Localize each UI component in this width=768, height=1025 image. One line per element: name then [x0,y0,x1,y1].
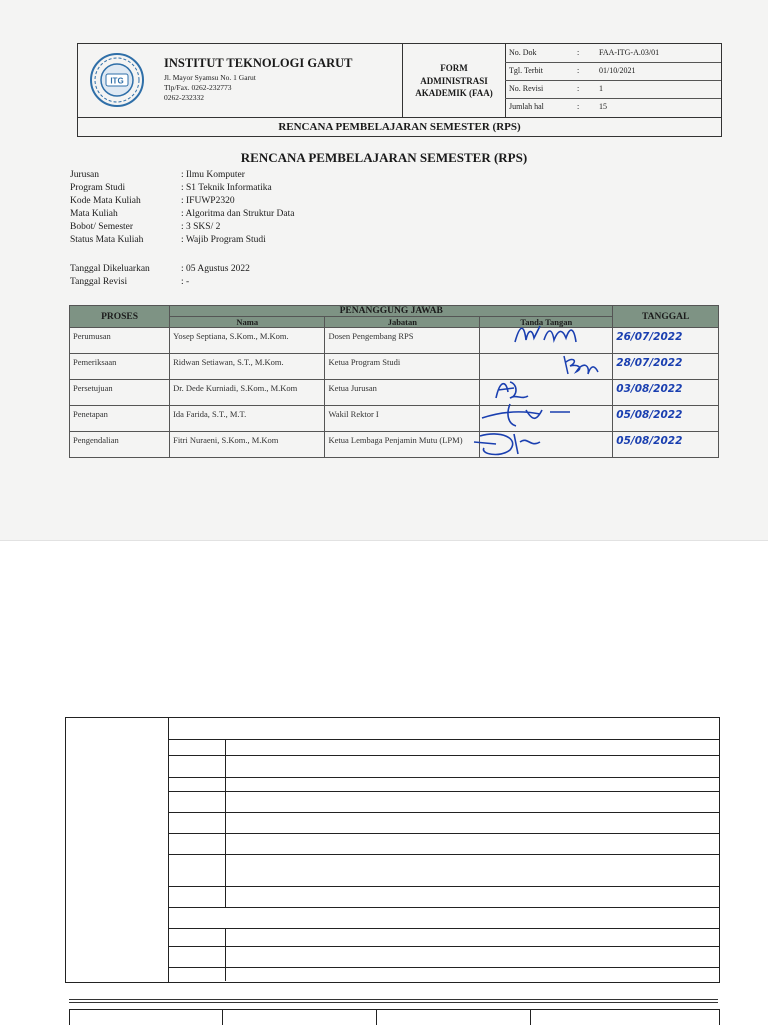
form-title [403,62,505,100]
proses-cell: Persetujuan [70,380,170,406]
tanggal-cell [613,406,719,432]
meta-label: Jumlah hal [509,102,544,111]
info-value: : Wajib Program Studi [181,235,266,245]
empty-row [169,756,719,778]
cell-divider [225,834,226,854]
empty-row [169,740,719,756]
meta-colon: : [577,102,580,111]
empty-row [169,778,719,792]
proses-cell: Perumusan [70,328,170,354]
info-label: Bobot/ Semester [70,222,134,232]
info-value: : 3 SKS/ 2 [181,222,221,232]
info-row [70,196,235,206]
document-header [77,43,722,137]
cell-divider [376,1010,377,1025]
page-edge [0,540,768,541]
info-value: : Algoritma dan Struktur Data [181,209,295,219]
cell-divider [225,929,226,946]
document-meta [505,44,721,117]
cell-divider [225,756,226,777]
meta-row [505,44,721,63]
meta-row [505,98,721,116]
jabatan-cell: Wakil Rektor I [325,406,480,432]
nama-cell: Dr. Dede Kurniadi, S.Kom., M.Kom [170,380,325,406]
meta-colon: : [577,84,580,93]
meta-value: 15 [599,102,607,111]
proses-cell: Penetapan [70,406,170,432]
proses-cell: Pemeriksaan [70,354,170,380]
empty-table [65,717,720,983]
handwritten-date: 05/08/2022 [616,409,683,421]
handwritten-date: 28/07/2022 [616,357,683,369]
empty-row [169,968,719,981]
cell-divider [530,1010,531,1025]
cell-divider [225,740,226,755]
date-row [70,264,250,274]
form-type-cell [402,44,506,117]
info-label: Program Studi [70,183,126,193]
meta-colon: : [577,48,580,57]
info-row [70,170,245,180]
tanggal-cell [613,380,719,406]
meta-value: 01/10/2021 [599,66,636,75]
empty-row [169,718,719,740]
meta-row [505,80,721,99]
empty-row [169,813,719,834]
institution-cell [156,44,402,117]
page-title: RENCANA PEMBELAJARAN SEMESTER (RPS) [240,150,528,165]
header-top [78,44,721,118]
footer-rule [69,999,718,1003]
cell-divider [225,792,226,812]
logo-cell [78,44,156,117]
table-row [70,380,719,406]
col-tanggal: TANGGAL [613,306,719,328]
empty-row [169,929,719,947]
cell-divider [222,1010,223,1025]
meta-label: No. Dok [509,48,537,57]
col-penanggung-jawab: PENANGGUNG JAWAB [170,306,613,317]
info-row [70,209,295,219]
footer-table [69,1009,720,1025]
header-subtitle: RENCANA PEMBELAJARAN SEMESTER (RPS) [278,121,521,133]
date-label: Tanggal Dikeluarkan [70,264,150,274]
empty-row [169,834,719,855]
info-label: Status Mata Kuliah [70,235,144,245]
meta-value: 1 [599,84,603,93]
cell-divider [225,887,226,907]
jabatan-cell: Dosen Pengembang RPS [325,328,480,354]
jabatan-cell: Ketua Program Studi [325,354,480,380]
empty-left-cell [66,718,169,982]
institution-address: Jl. Mayor Syamsu No. 1 Garut [164,73,256,82]
handwritten-date: 05/08/2022 [616,435,683,447]
cell-divider [225,968,226,981]
meta-value: FAA-ITG-A.03/01 [599,48,660,57]
meta-row [505,62,721,81]
nama-cell: Ridwan Setiawan, S.T., M.Kom. [170,354,325,380]
handwritten-date: 26/07/2022 [616,331,683,343]
info-row [70,222,221,232]
table-row [70,354,719,380]
tanggal-cell [613,328,719,354]
institution-fax: 0262-232332 [164,93,204,102]
info-row [70,235,266,245]
table-row [70,328,719,354]
handwritten-date: 03/08/2022 [616,383,683,395]
cell-divider [225,947,226,967]
col-proses: PROSES [70,306,170,328]
cell-divider [225,813,226,833]
info-label: Kode Mata Kuliah [70,196,141,206]
jabatan-cell: Ketua Lembaga Penjamin Mutu (LPM) [325,432,480,458]
empty-row [169,947,719,968]
institution-phone: Tlp/Fax. 0262-232773 [164,83,232,92]
logo-text: ITG [110,76,124,86]
col-tanda-tangan: Tanda Tangan [480,317,613,328]
table-row [70,406,719,432]
signature-cell [480,328,613,354]
info-row [70,183,272,193]
empty-row [169,792,719,813]
cell-divider [225,778,226,791]
nama-cell: Ida Farida, S.T., M.T. [170,406,325,432]
institution-name: INSTITUT TEKNOLOGI GARUT [164,56,353,70]
col-jabatan: Jabatan [325,317,480,328]
date-label: Tanggal Revisi [70,277,128,287]
info-value: : IFUWP2320 [181,196,235,206]
signature-icon [480,400,610,430]
info-value: : Ilmu Komputer [181,170,245,180]
info-label: Mata Kuliah [70,209,118,219]
empty-row [169,855,719,887]
table-row [70,432,719,458]
date-value: : 05 Agustus 2022 [181,264,250,274]
proses-cell: Pengendalian [70,432,170,458]
info-value: : S1 Teknik Informatika [181,183,272,193]
jabatan-cell: Ketua Jurusan [325,380,480,406]
signature-cell [480,432,613,458]
cell-divider [225,855,226,886]
signature-icon [470,428,600,462]
meta-label: No. Revisi [509,84,544,93]
info-label: Jurusan [70,170,100,180]
empty-row [169,908,719,929]
date-row [70,277,190,287]
form-line-3: AKADEMIK (FAA) [415,88,493,98]
itg-logo-icon [78,44,156,117]
form-line-1: FORM [440,63,468,73]
date-value: : - [181,277,190,287]
tanggal-cell [613,354,719,380]
nama-cell: Yosep Septiana, S.Kom., M.Kom. [170,328,325,354]
approval-table [69,305,719,458]
empty-row [169,887,719,908]
col-nama: Nama [170,317,325,328]
form-line-2: ADMINISTRASI [420,75,488,86]
tanggal-cell [613,432,719,458]
meta-label: Tgl. Terbit [509,66,543,75]
meta-colon: : [577,66,580,75]
nama-cell: Fitri Nuraeni, S.Kom., M.Kom [170,432,325,458]
